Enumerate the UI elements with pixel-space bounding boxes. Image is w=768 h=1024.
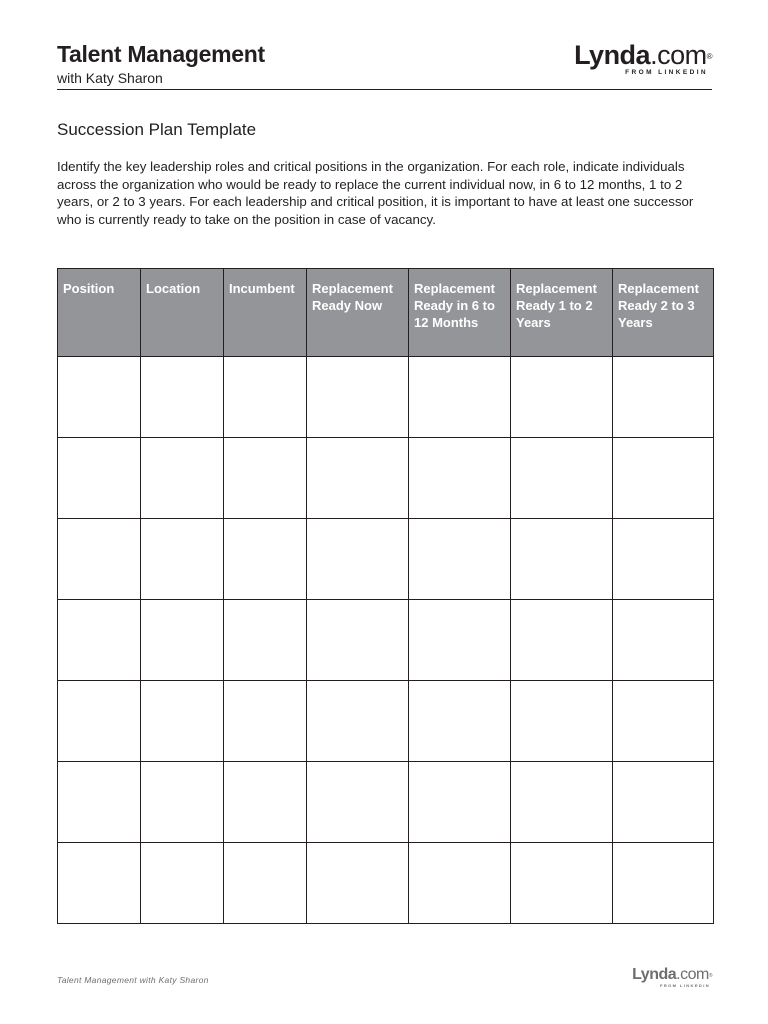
table-cell[interactable] [511, 438, 613, 519]
table-cell[interactable] [613, 843, 714, 924]
table-cell[interactable] [613, 681, 714, 762]
table-cell[interactable] [58, 438, 141, 519]
table-cell[interactable] [409, 843, 511, 924]
table-cell[interactable] [141, 681, 224, 762]
course-title: Talent Management [57, 41, 265, 67]
column-header-ready-6-12-months: Replacement Ready in 6 to 12 Months [409, 269, 511, 357]
table-row [58, 843, 714, 924]
table-cell[interactable] [613, 519, 714, 600]
table-cell[interactable] [307, 843, 409, 924]
footer-logo-domain: .com [676, 966, 709, 983]
table-cell[interactable] [224, 681, 307, 762]
table-cell[interactable] [307, 357, 409, 438]
column-header-ready-1-2-years: Replacement Ready 1 to 2 Years [511, 269, 613, 357]
table-cell[interactable] [613, 600, 714, 681]
column-header-ready-now: Replacement Ready Now [307, 269, 409, 357]
table-cell[interactable] [58, 357, 141, 438]
table-row [58, 519, 714, 600]
table-cell[interactable] [409, 357, 511, 438]
table-body [58, 357, 714, 924]
course-author: with Katy Sharon [57, 70, 163, 86]
table-cell[interactable] [307, 681, 409, 762]
footer-author: with Katy Sharon [139, 975, 209, 985]
table-cell[interactable] [58, 519, 141, 600]
table-cell[interactable] [511, 681, 613, 762]
table-cell[interactable] [511, 357, 613, 438]
table-cell[interactable] [58, 600, 141, 681]
table-cell[interactable] [224, 519, 307, 600]
table-cell[interactable] [409, 762, 511, 843]
table-cell[interactable] [409, 600, 511, 681]
table-cell[interactable] [224, 843, 307, 924]
column-header-location: Location [141, 269, 224, 357]
table-cell[interactable] [307, 600, 409, 681]
succession-plan-table [57, 268, 714, 924]
table-cell[interactable] [511, 843, 613, 924]
table-row [58, 762, 714, 843]
table-cell[interactable] [141, 438, 224, 519]
table-row [58, 438, 714, 519]
table-cell[interactable] [224, 357, 307, 438]
page-header [57, 40, 712, 90]
footer-logo-tagline: FROM LINKEDIN [660, 983, 710, 988]
table-cell[interactable] [409, 519, 511, 600]
table-cell[interactable] [141, 762, 224, 843]
table-cell[interactable] [613, 357, 714, 438]
section-title: Succession Plan Template [57, 120, 257, 139]
table-cell[interactable] [409, 681, 511, 762]
table-cell[interactable] [141, 519, 224, 600]
table-cell[interactable] [224, 762, 307, 843]
logo-brand: Lynda [574, 40, 651, 70]
table-cell[interactable] [307, 519, 409, 600]
footer-logo-registered-mark: ® [708, 973, 712, 979]
lynda-logo [574, 40, 712, 76]
footer-lynda-logo [632, 966, 712, 988]
table-cell[interactable] [141, 600, 224, 681]
table-cell[interactable] [613, 438, 714, 519]
table-cell[interactable] [613, 762, 714, 843]
column-header-incumbent: Incumbent [224, 269, 307, 357]
table-cell[interactable] [58, 843, 141, 924]
table-cell[interactable] [307, 438, 409, 519]
table-header-row [58, 269, 714, 357]
table-cell[interactable] [511, 519, 613, 600]
table-row [58, 357, 714, 438]
table-cell[interactable] [511, 600, 613, 681]
logo-tagline: FROM LINKEDIN [625, 69, 708, 76]
table-cell[interactable] [409, 438, 511, 519]
column-header-position: Position [58, 269, 141, 357]
table-cell[interactable] [141, 843, 224, 924]
logo-domain: .com [650, 40, 707, 70]
intro-paragraph: Identify the key leadership roles and critical positions in the organization. For each role, indicate individuals across the organization who would be ready to replace the current individual now, in 6 to 12 months, 1 to 2 years, or 2 to 3 years. For each leadership and critical position, it is important to have at least one successor who is currently ready to take on the position in case of vacancy. [57, 159, 694, 227]
table-cell[interactable] [511, 762, 613, 843]
table-row [58, 600, 714, 681]
table-row [58, 681, 714, 762]
footer-course-credit [57, 975, 209, 985]
table-cell[interactable] [307, 762, 409, 843]
column-header-ready-2-3-years: Replacement Ready 2 to 3 Years [613, 269, 714, 357]
logo-registered-mark: ® [706, 52, 712, 61]
table-cell[interactable] [141, 357, 224, 438]
table-cell[interactable] [224, 438, 307, 519]
table-cell[interactable] [224, 600, 307, 681]
footer-logo-brand: Lynda [632, 966, 677, 983]
table-cell[interactable] [58, 681, 141, 762]
footer-course: Talent Management [57, 975, 137, 985]
table-cell[interactable] [58, 762, 141, 843]
